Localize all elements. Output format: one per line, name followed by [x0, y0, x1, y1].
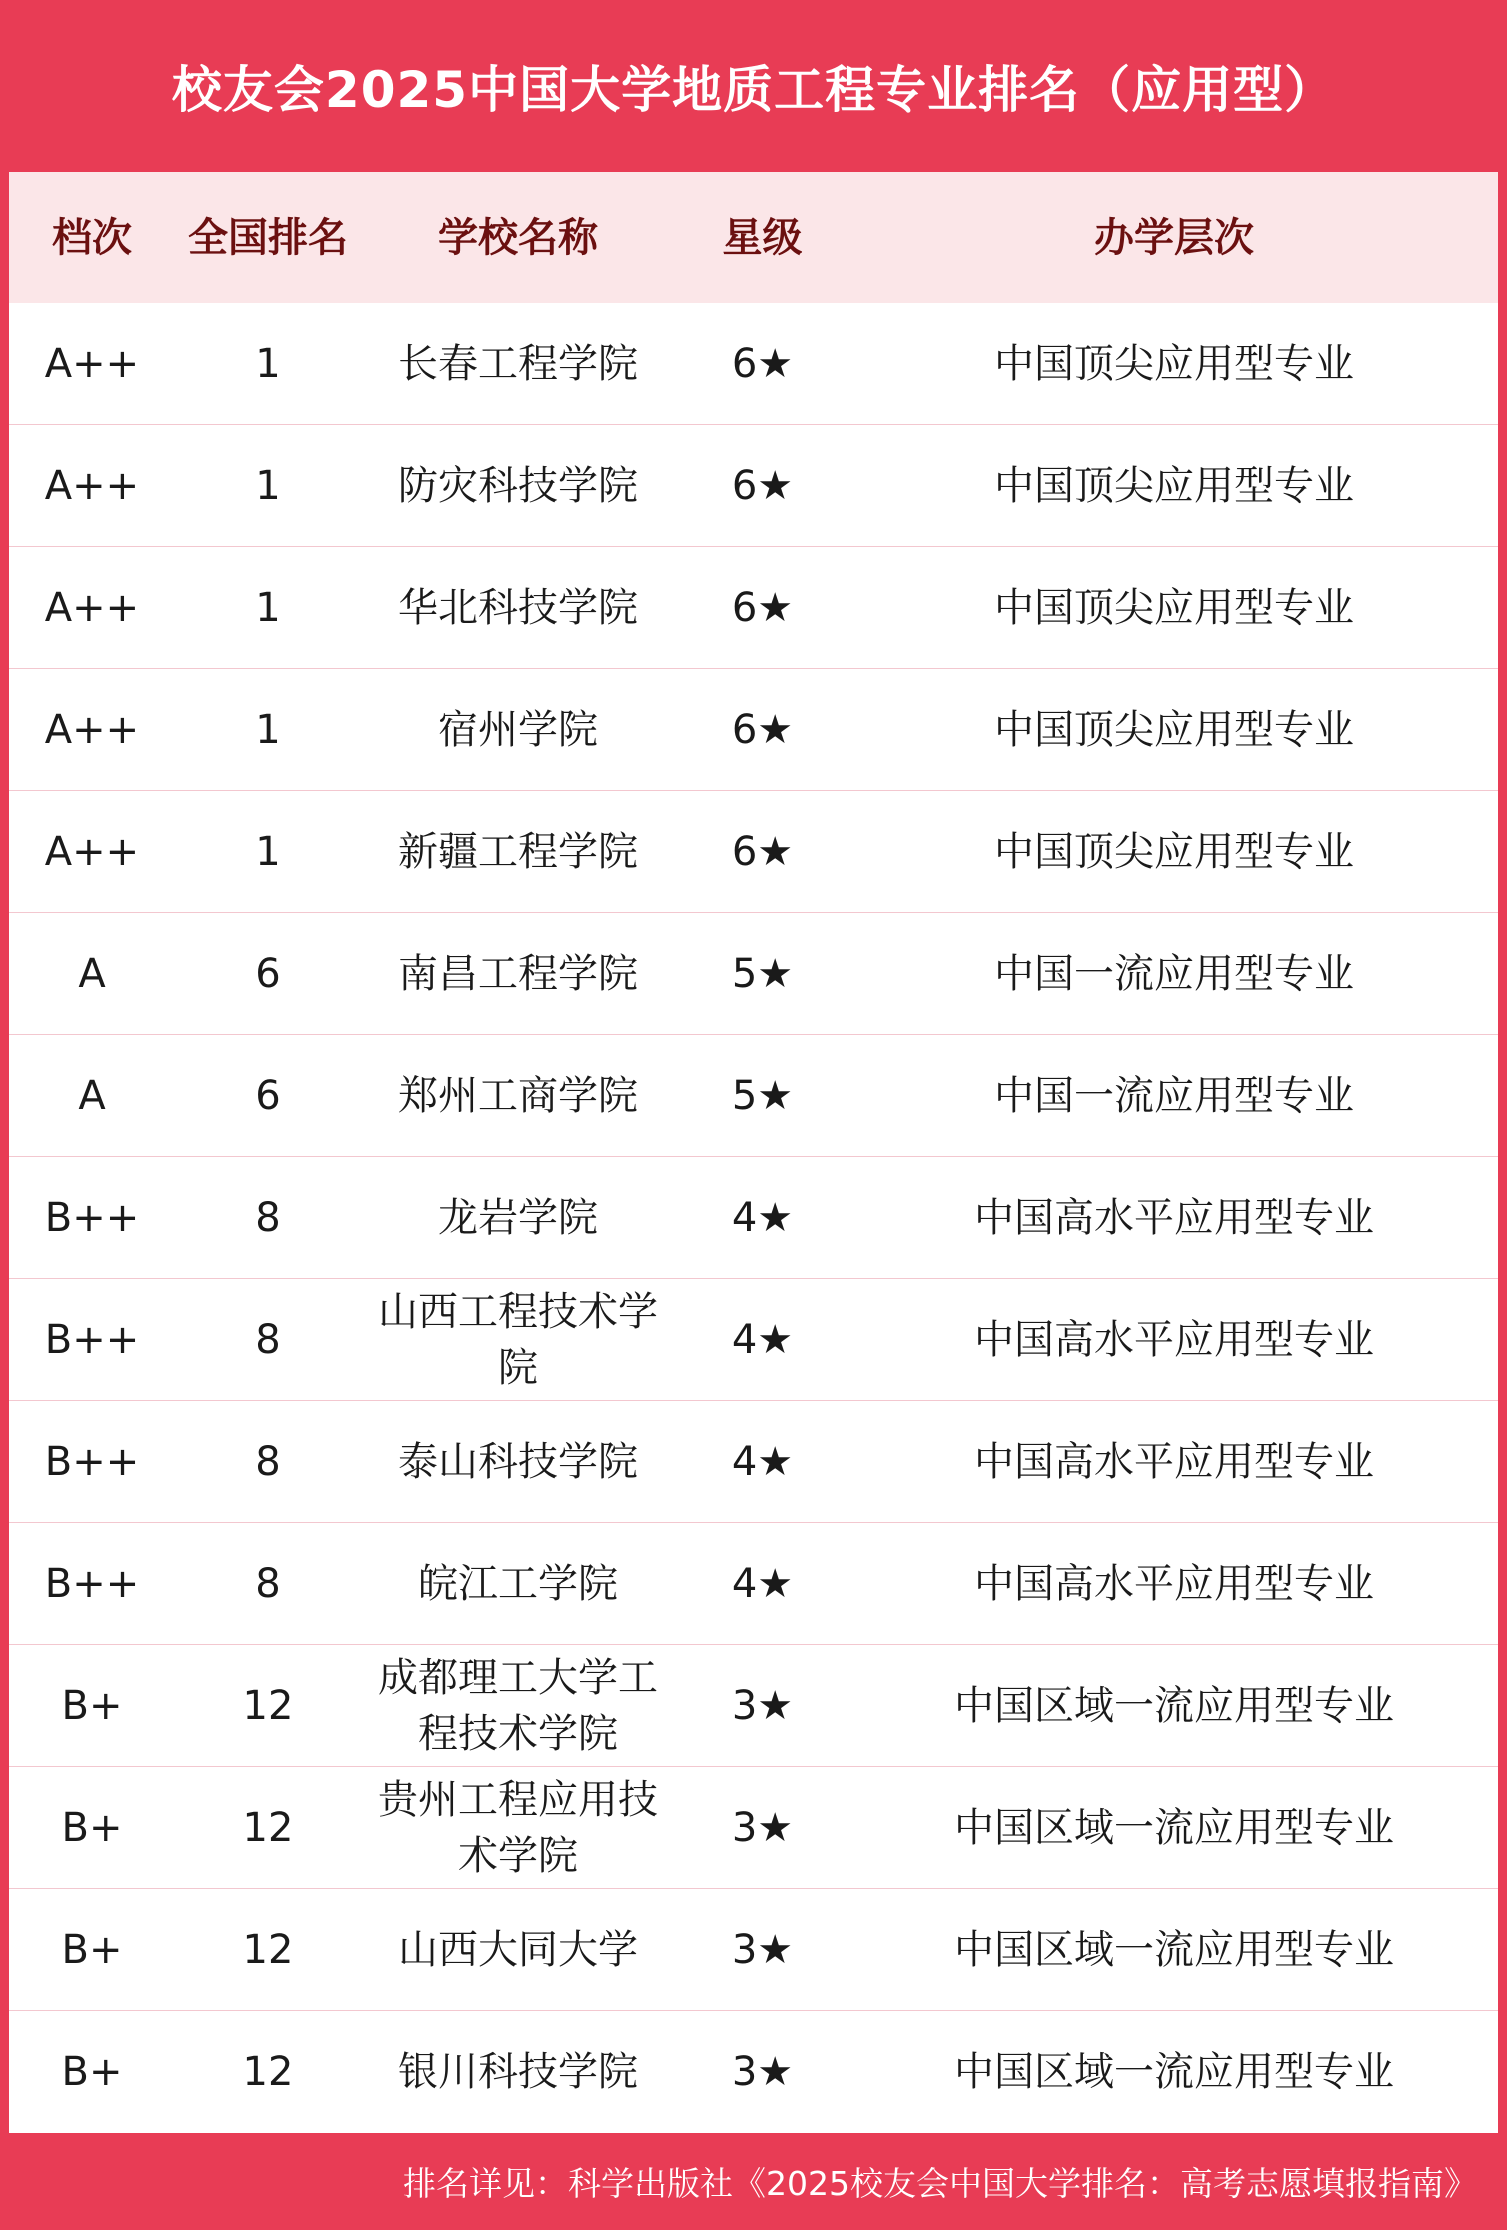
stars-cell: 3★	[731, 1804, 794, 1851]
level-cell: 中国一流应用型专业	[994, 1072, 1354, 1119]
tier-cell: B+	[61, 2049, 123, 2095]
table-header	[9, 172, 1498, 303]
tier-cell: A	[78, 1072, 106, 1119]
school-name-text: 南昌工程学院	[398, 950, 638, 997]
tier-cell: A++	[44, 706, 140, 753]
school-name-cell	[361, 547, 675, 668]
tier-cell: A++	[44, 462, 140, 509]
table-row	[9, 1645, 1498, 1767]
level-cell: 中国高水平应用型专业	[974, 1194, 1374, 1241]
national-rank-cell: 8	[255, 1560, 281, 1607]
table-row	[9, 1889, 1498, 2011]
tier-cell: A++	[44, 584, 140, 631]
national-rank-cell: 1	[255, 584, 281, 631]
national-rank-cell: 1	[255, 828, 281, 875]
school-name-text: 皖江工学院	[418, 1560, 618, 1607]
column-header-school-name: 学校名称	[438, 214, 598, 261]
school-name-cell	[361, 669, 675, 790]
school-name-text: 宿州学院	[438, 706, 598, 753]
national-rank-cell: 1	[255, 706, 281, 753]
page-title: 校友会2025中国大学地质工程专业排名（应用型）	[171, 61, 1336, 119]
column-header-tier: 档次	[52, 214, 132, 261]
stars-cell: 6★	[731, 340, 794, 387]
school-name-text: 泰山科技学院	[398, 1438, 638, 1485]
school-name-text: 山西大同大学	[398, 1926, 638, 1973]
stars-cell: 3★	[731, 1926, 794, 1973]
level-cell: 中国区域一流应用型专业	[954, 2049, 1394, 2095]
school-name-text: 银川科技学院	[398, 2049, 638, 2095]
school-name-cell	[361, 1279, 675, 1400]
table-row	[9, 425, 1498, 547]
stars-cell: 4★	[731, 1560, 794, 1607]
column-header-level: 办学层次	[1094, 214, 1254, 261]
stars-cell: 5★	[731, 1072, 794, 1119]
school-name-cell	[361, 1889, 675, 2010]
table-row	[9, 791, 1498, 913]
national-rank-cell: 12	[242, 2049, 294, 2095]
national-rank-cell: 6	[255, 1072, 281, 1119]
level-cell: 中国顶尖应用型专业	[994, 584, 1354, 631]
national-rank-cell: 6	[255, 950, 281, 997]
table-row	[9, 1401, 1498, 1523]
level-cell: 中国高水平应用型专业	[974, 1438, 1374, 1485]
column-header-stars: 星级	[722, 214, 803, 261]
table-row	[9, 2011, 1498, 2133]
stars-cell: 6★	[731, 462, 794, 509]
stars-cell: 5★	[731, 950, 794, 997]
school-name-text: 贵州工程应用技术学院	[378, 1776, 658, 1879]
national-rank-cell: 12	[242, 1804, 294, 1851]
tier-cell: B+	[61, 1804, 123, 1851]
table-row	[9, 303, 1498, 425]
school-name-cell	[361, 303, 675, 424]
school-name-cell	[361, 425, 675, 546]
table-row	[9, 669, 1498, 791]
source-note: 排名详见：科学出版社《2025校友会中国大学排名：高考志愿填报指南》	[403, 2164, 1477, 2203]
national-rank-cell: 8	[255, 1438, 281, 1485]
school-name-text: 防灾科技学院	[398, 462, 638, 509]
stars-cell: 3★	[731, 2049, 794, 2095]
national-rank-cell: 1	[255, 462, 281, 509]
table-row	[9, 547, 1498, 669]
national-rank-cell: 12	[242, 1682, 294, 1729]
level-cell: 中国区域一流应用型专业	[954, 1682, 1394, 1729]
tier-cell: B++	[44, 1560, 140, 1607]
school-name-text: 华北科技学院	[398, 584, 638, 631]
table-row	[9, 1279, 1498, 1401]
national-rank-cell: 8	[255, 1316, 281, 1363]
school-name-text: 成都理工大学工程技术学院	[378, 1654, 658, 1757]
tier-cell: B++	[44, 1438, 140, 1485]
school-name-cell	[361, 791, 675, 912]
school-name-cell	[361, 1157, 675, 1278]
school-name-text: 新疆工程学院	[398, 828, 638, 875]
level-cell: 中国高水平应用型专业	[974, 1560, 1374, 1607]
table-row	[9, 1767, 1498, 1889]
stars-cell: 6★	[731, 584, 794, 631]
level-cell: 中国区域一流应用型专业	[954, 1926, 1394, 1973]
tier-cell: B+	[61, 1926, 123, 1973]
level-cell: 中国顶尖应用型专业	[994, 462, 1354, 509]
stars-cell: 4★	[731, 1316, 794, 1363]
stars-cell: 6★	[731, 706, 794, 753]
table-row	[9, 1523, 1498, 1645]
table-row	[9, 1157, 1498, 1279]
level-cell: 中国一流应用型专业	[994, 950, 1354, 997]
school-name-cell	[361, 1035, 675, 1156]
school-name-cell	[361, 913, 675, 1034]
tier-cell: A++	[44, 828, 140, 875]
national-rank-cell: 1	[255, 340, 281, 387]
national-rank-cell: 12	[242, 1926, 294, 1973]
stars-cell: 4★	[731, 1194, 794, 1241]
tier-cell: A++	[44, 340, 140, 387]
table-row	[9, 1035, 1498, 1157]
school-name-text: 龙岩学院	[438, 1194, 598, 1241]
table-row	[9, 913, 1498, 1035]
level-cell: 中国高水平应用型专业	[974, 1316, 1374, 1363]
level-cell: 中国顶尖应用型专业	[994, 706, 1354, 753]
level-cell: 中国顶尖应用型专业	[994, 828, 1354, 875]
school-name-cell	[361, 2011, 675, 2133]
school-name-cell	[361, 1401, 675, 1522]
stars-cell: 6★	[731, 828, 794, 875]
tier-cell: B++	[44, 1316, 140, 1363]
national-rank-cell: 8	[255, 1194, 281, 1241]
tier-cell: B++	[44, 1194, 140, 1241]
level-cell: 中国区域一流应用型专业	[954, 1804, 1394, 1851]
school-name-text: 山西工程技术学院	[378, 1288, 658, 1391]
level-cell: 中国顶尖应用型专业	[994, 340, 1354, 387]
ranking-table	[9, 172, 1498, 2133]
column-header-national-rank: 全国排名	[188, 214, 348, 261]
school-name-cell	[361, 1767, 675, 1888]
school-name-cell	[361, 1523, 675, 1644]
school-name-text: 郑州工商学院	[398, 1072, 638, 1119]
stars-cell: 3★	[731, 1682, 794, 1729]
school-name-cell	[361, 1645, 675, 1766]
school-name-text: 长春工程学院	[398, 340, 638, 387]
tier-cell: A	[78, 950, 106, 997]
tier-cell: B+	[61, 1682, 123, 1729]
stars-cell: 4★	[731, 1438, 794, 1485]
